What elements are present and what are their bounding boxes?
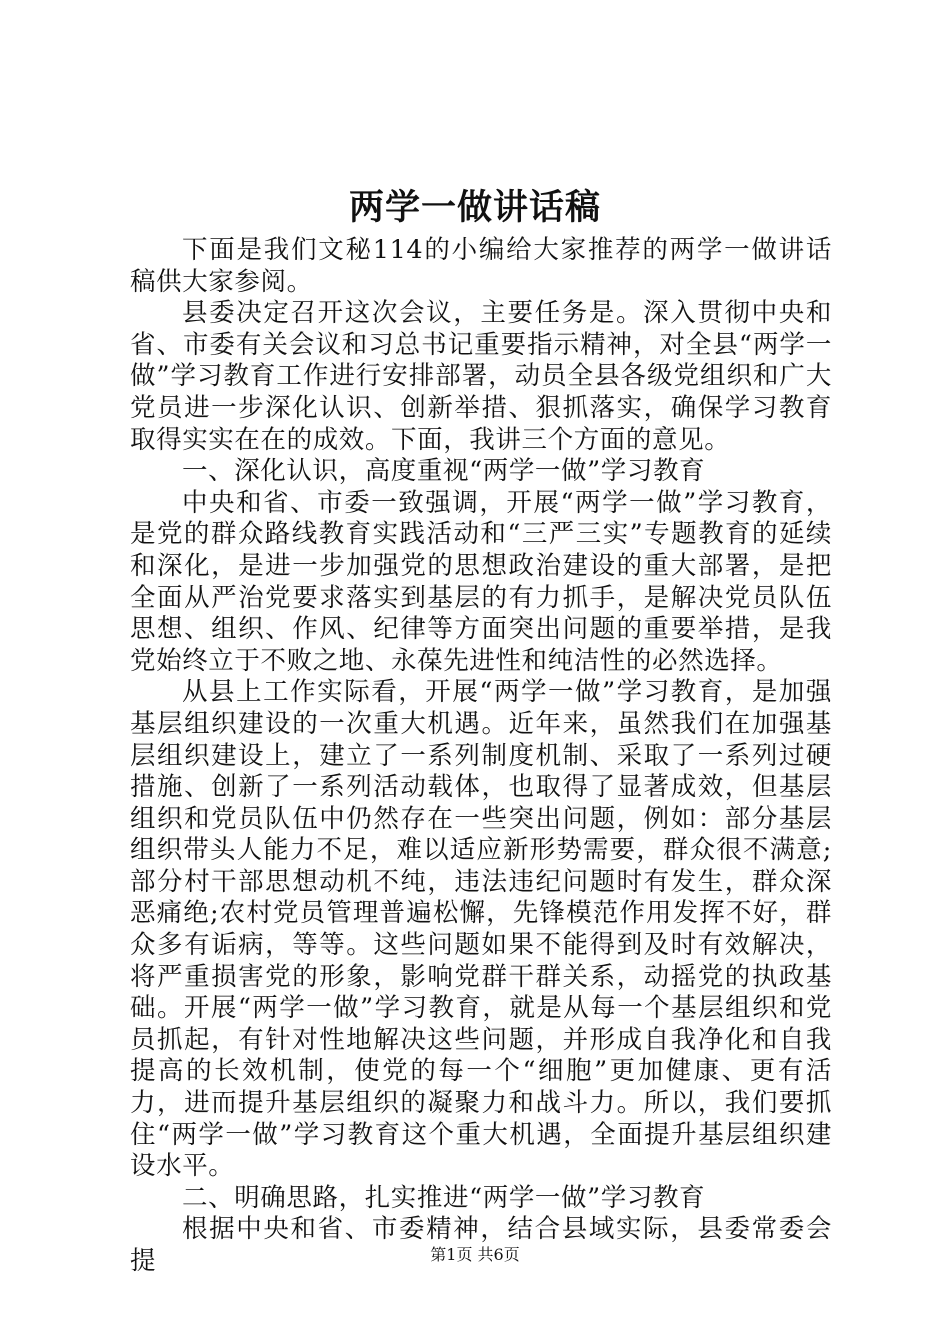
document-body [130, 235, 832, 1278]
document-title: 两学一做讲话稿 [348, 187, 601, 228]
section-heading-1: 一、深化认识，高度重视“两学一做”学习教育 [182, 456, 706, 487]
paragraph-significance: 中央和省、市委一致强调，开展“两学一做”学习教育，是党的群众路线教育实践活动和“三严三实”专题教育的延续和深化，是进一步加强党的思想政治建设的重大部署，是把全面从严治党要求落实到基层的有力抓手，是解决党员队伍思想、组织、作风、纪律等方面突出问题的重要举措，是我党始终立于不败之地、永葆先进性和纯洁性的必然选择。 [130, 487, 832, 676]
paragraph-approach: 根据中央和省、市委精神，结合县域实际，县委常委会提 [130, 1214, 832, 1276]
page-footer: 第1页 共6页 [430, 1245, 520, 1264]
paragraph-meeting-purpose: 县委决定召开这次会议，主要任务是。深入贯彻中央和省、市委有关会议和习总书记重要指示精神，对全县“两学一做”学习教育工作进行安排部署，动员全县各级党组织和广大党员进一步深化认识、创新举措、狠抓落实，确保学习教育取得实实在在的成效。下面，我讲三个方面的意见。 [130, 298, 832, 455]
paragraph-intro: 下面是我们文秘114的小编给大家推荐的两学一做讲话稿供大家参阅。 [130, 235, 832, 297]
section-heading-2: 二、明确思路，扎实推进“两学一做”学习教育 [182, 1182, 706, 1213]
paragraph-county-practice: 从县上工作实际看，开展“两学一做”学习教育，是加强基层组织建设的一次重大机遇。近年来，虽然我们在加强基层组织建设上，建立了一系列制度机制、采取了一系列过硬措施、创新了一系列活动载体，也取得了显著成效，但基层组织和党员队伍中仍然存在一些突出问题，例如：部分基层组织带头人能力不足，难以适应新形势需要，群众很不满意;部分村干部思想动机不纯，违法违纪问题时有发生，群众深恶痛绝;农村党员管理普遍松懈，先锋模范作用发挥不好，群众多有诟病，等等。这些问题如果不能得到及时有效解决，将严重损害党的形象，影响党群干群关系，动摇党的执政基础。开展“两学一做”学习教育，就是从每一个基层组织和党员抓起，有针对性地解决这些问题，并形成自我净化和自我提高的长效机制，使党的每一个“细胞”更加健康、更有活力，进而提升基层组织的凝聚力和战斗力。所以，我们要抓住“两学一做”学习教育这个重大机遇，全面提升基层组织建设水平。 [130, 677, 832, 1182]
